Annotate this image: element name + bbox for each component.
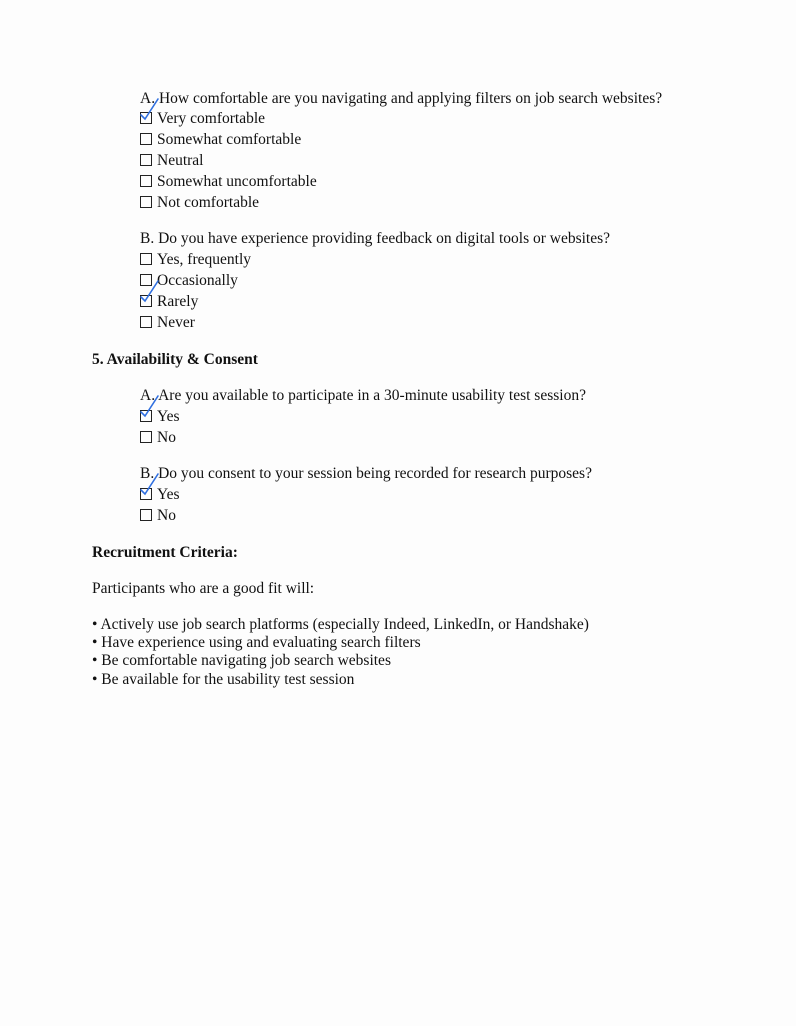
checkbox[interactable] xyxy=(140,196,152,208)
option-available-yes[interactable]: Yes xyxy=(140,407,180,427)
option-consent-yes[interactable]: Yes xyxy=(140,485,180,505)
option-occasionally[interactable]: Occasionally xyxy=(140,271,238,291)
option-not-comfortable[interactable]: Not comfortable xyxy=(140,193,259,213)
question-consent: B. Do you consent to your session being recorded for research purposes? xyxy=(140,465,592,482)
criteria-bullet: • Be comfortable navigating job search websites xyxy=(92,652,391,669)
checkbox[interactable] xyxy=(140,133,152,145)
option-yes-frequently[interactable]: Yes, frequently xyxy=(140,250,251,270)
section-heading-availability: 5. Availability & Consent xyxy=(92,351,258,368)
option-available-no[interactable]: No xyxy=(140,428,176,448)
question-b-feedback: B. Do you have experience providing feedback on digital tools or websites? xyxy=(140,230,611,247)
option-neutral[interactable]: Neutral xyxy=(140,151,203,171)
checkbox[interactable] xyxy=(140,154,152,166)
option-very-comfortable[interactable]: Very comfortable xyxy=(140,109,265,129)
checkbox[interactable] xyxy=(140,509,152,521)
checkbox[interactable] xyxy=(140,175,152,187)
option-somewhat-uncomfortable[interactable]: Somewhat uncomfortable xyxy=(140,172,317,192)
option-consent-no[interactable]: No xyxy=(140,506,176,526)
checkbox[interactable] xyxy=(140,431,152,443)
criteria-intro: Participants who are a good fit will: xyxy=(92,580,315,597)
question-available: A. Are you available to participate in a 30-minute usability test session? xyxy=(140,387,586,404)
option-never[interactable]: Never xyxy=(140,313,195,333)
checkbox[interactable] xyxy=(140,274,152,286)
checkbox-checked[interactable] xyxy=(140,295,152,307)
criteria-bullet: • Be available for the usability test session xyxy=(92,671,355,688)
question-a-comfort: A. How comfortable are you navigating and applying filters on job search websites? xyxy=(140,90,663,107)
criteria-bullet: • Have experience using and evaluating search filters xyxy=(92,634,421,651)
option-somewhat-comfortable[interactable]: Somewhat comfortable xyxy=(140,130,301,150)
checkbox-checked[interactable] xyxy=(140,488,152,500)
checkbox[interactable] xyxy=(140,316,152,328)
criteria-heading: Recruitment Criteria: xyxy=(92,544,238,561)
option-rarely[interactable]: Rarely xyxy=(140,292,198,312)
criteria-bullet: • Actively use job search platforms (especially Indeed, LinkedIn, or Handshake) xyxy=(92,616,589,633)
checkbox-checked[interactable] xyxy=(140,410,152,422)
checkbox-checked[interactable] xyxy=(140,112,152,124)
checkbox[interactable] xyxy=(140,253,152,265)
